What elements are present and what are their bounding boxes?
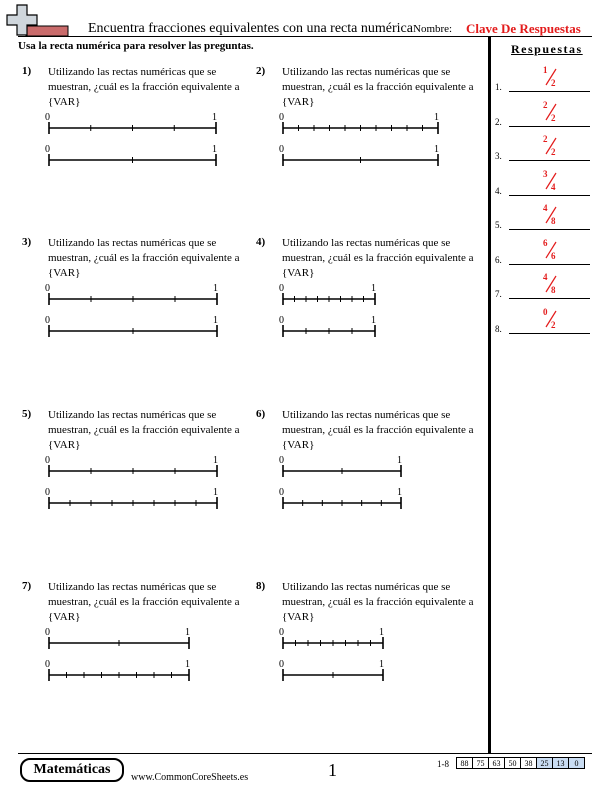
fraction-denominator: 4 (551, 181, 556, 192)
score-cell: 38 (521, 758, 537, 769)
number-line-start-label: 0 (279, 315, 284, 326)
answer-line (509, 91, 590, 92)
number-line-end-label: 1 (185, 659, 190, 670)
answer-fraction (539, 237, 565, 263)
number-line-end-label: 1 (379, 659, 384, 670)
score-range-label: 1-8 (437, 759, 449, 769)
answer-fraction (539, 306, 565, 332)
answer-fraction (539, 133, 565, 159)
number-line-end-label: 1 (213, 283, 218, 294)
answers-header: Respuestas (511, 42, 583, 56)
answer-number: 4. (495, 185, 502, 196)
number-line (45, 315, 220, 340)
number-line (279, 315, 378, 340)
number-line (279, 455, 404, 480)
number-line-end-label: 1 (434, 144, 439, 155)
fraction-numerator: 1 (543, 65, 548, 75)
name-value: Clave De Respuestas (466, 21, 581, 36)
answer-number: 5. (495, 220, 502, 230)
score-cell: 75 (473, 758, 489, 769)
name-label: Nombre: (413, 23, 453, 35)
number-line-graphic (282, 497, 402, 509)
answer-line (509, 195, 590, 196)
number-line-graphic (282, 669, 384, 681)
score-cell: 13 (553, 758, 569, 769)
number-line-end-label: 1 (379, 627, 384, 638)
fraction-denominator: 2 (551, 112, 556, 123)
number-line (279, 627, 386, 652)
problem-number: 7) (22, 580, 32, 592)
problem-number: 1) (22, 65, 32, 77)
problem (256, 580, 486, 720)
plus-logo-icon (4, 4, 70, 38)
number-line-graphic (48, 497, 218, 509)
number-line-end-label: 1 (371, 315, 376, 326)
problem-text: Utilizando las rectas numéricas que se muestran, ¿cuál es la fracción equivalente a {VAR} (48, 581, 240, 623)
number-line-graphic (48, 465, 218, 477)
number-line (279, 659, 386, 684)
fraction-numerator: 3 (543, 168, 548, 179)
number-line (279, 112, 441, 137)
fraction-denominator: 8 (551, 285, 556, 295)
fraction-numerator: 2 (543, 134, 548, 144)
problem-text: Utilizando las rectas numéricas que se muestran, ¿cuál es la fracción equivalente a {VAR} (282, 237, 474, 279)
score-cell: 25 (537, 758, 553, 769)
fraction-numerator: 0 (543, 306, 548, 317)
answer-item (495, 271, 590, 301)
number-line (45, 487, 220, 512)
answer-number: 3. (495, 151, 502, 161)
problem-text: Utilizando las rectas numéricas que se muestran, ¿cuál es la fracción equivalente a {VAR} (48, 66, 240, 108)
number-line (45, 144, 219, 169)
fraction-denominator: 2 (551, 319, 556, 330)
fraction-numerator: 2 (543, 99, 548, 110)
answer-line (509, 298, 590, 299)
answer-item (495, 99, 590, 129)
fraction-denominator: 2 (551, 78, 556, 88)
score-table (456, 757, 585, 769)
footer-rule (18, 753, 592, 754)
fraction-numerator: 4 (543, 272, 548, 282)
answer-item (495, 168, 590, 198)
problem-number: 4) (256, 236, 266, 248)
answer-item (495, 202, 590, 232)
number-line-graphic (48, 325, 218, 337)
number-line (45, 627, 192, 652)
number-line (279, 283, 378, 308)
problem-number: 6) (256, 408, 266, 420)
number-line-graphic (282, 637, 384, 649)
worksheet-title: Encuentra fracciones equivalentes con una recta numérica (88, 21, 413, 36)
answer-line (509, 264, 590, 265)
problem-text: Utilizando las rectas numéricas que se muestran, ¿cuál es la fracción equivalente a {VAR} (282, 409, 474, 451)
number-line (45, 455, 220, 480)
number-line-end-label: 1 (213, 455, 218, 466)
number-line-start-label: 0 (45, 283, 50, 294)
number-line (279, 144, 441, 169)
number-line-end-label: 1 (397, 455, 402, 466)
number-line-graphic (48, 154, 217, 166)
instructions: Usa la recta numérica para resolver las preguntas. (18, 40, 254, 52)
fraction-numerator: 6 (543, 237, 548, 248)
answer-fraction (539, 64, 565, 90)
number-line-start-label: 0 (45, 455, 50, 466)
problem (22, 236, 252, 376)
problem (22, 65, 252, 205)
answer-fraction (539, 271, 565, 297)
answer-number: 1. (495, 82, 502, 92)
answer-fraction (539, 99, 565, 125)
number-line-graphic (282, 325, 376, 337)
problem-number: 5) (22, 408, 32, 420)
problem (256, 65, 486, 205)
problem (22, 580, 252, 720)
problem-number: 2) (256, 65, 266, 77)
number-line-end-label: 1 (213, 487, 218, 498)
answer-number: 7. (495, 289, 502, 299)
score-cell: 63 (489, 758, 505, 769)
number-line (45, 283, 220, 308)
problem-number: 8) (256, 580, 266, 592)
answer-number: 6. (495, 254, 502, 265)
number-line-start-label: 0 (45, 144, 50, 155)
number-line-start-label: 0 (279, 283, 284, 294)
problem-text: Utilizando las rectas numéricas que se muestran, ¿cuál es la fracción equivalente a {VAR} (48, 237, 240, 279)
problem-text: Utilizando las rectas numéricas que se muestran, ¿cuál es la fracción equivalente a {VAR} (282, 66, 474, 108)
problem-number: 3) (22, 236, 32, 248)
answer-line (509, 333, 590, 334)
number-line-start-label: 0 (279, 112, 284, 123)
number-line-end-label: 1 (212, 112, 217, 123)
number-line-start-label: 0 (45, 627, 50, 638)
answer-item (495, 64, 590, 94)
number-line-graphic (282, 293, 376, 305)
score-cell: 0 (569, 758, 585, 769)
number-line (45, 659, 192, 684)
fraction-denominator: 6 (551, 250, 556, 261)
number-line-end-label: 1 (212, 144, 217, 155)
fraction-denominator: 2 (551, 147, 556, 157)
number-line-graphic (282, 465, 402, 477)
answer-fraction (539, 168, 565, 194)
answer-item (495, 133, 590, 163)
problem (256, 236, 486, 376)
fraction-numerator: 4 (543, 203, 548, 213)
fraction-denominator: 8 (551, 216, 556, 226)
number-line (45, 112, 219, 137)
problem-text: Utilizando las rectas numéricas que se muestran, ¿cuál es la fracción equivalente a {VAR} (48, 409, 240, 451)
answer-line (509, 126, 590, 127)
answer-number: 2. (495, 116, 502, 127)
answer-fraction (539, 202, 565, 228)
number-line-graphic (48, 637, 190, 649)
answer-line (509, 160, 590, 161)
answer-item (495, 306, 590, 336)
number-line-start-label: 0 (279, 455, 284, 466)
answer-number: 8. (495, 323, 502, 334)
number-line-start-label: 0 (45, 659, 50, 670)
number-line-graphic (48, 122, 217, 134)
number-line-end-label: 1 (185, 627, 190, 638)
problem-text: Utilizando las rectas numéricas que se muestran, ¿cuál es la fracción equivalente a {VAR} (282, 581, 474, 623)
number-line-start-label: 0 (279, 627, 284, 638)
problem (22, 408, 252, 548)
answer-line (509, 229, 590, 230)
score-cell: 50 (505, 758, 521, 769)
number-line (279, 487, 404, 512)
number-line-start-label: 0 (279, 144, 284, 155)
problem (256, 408, 486, 548)
number-line-start-label: 0 (45, 315, 50, 326)
number-line-end-label: 1 (213, 315, 218, 326)
number-line-end-label: 1 (434, 112, 439, 123)
number-line-start-label: 0 (45, 487, 50, 498)
score-cell: 88 (457, 758, 473, 769)
number-line-graphic (48, 669, 190, 681)
website-url: www.CommonCoreSheets.es (131, 772, 249, 783)
subject-badge: Matemáticas (20, 758, 124, 782)
number-line-graphic (48, 293, 218, 305)
number-line-start-label: 0 (279, 659, 284, 670)
number-line-graphic (282, 122, 439, 134)
number-line-start-label: 0 (279, 487, 284, 498)
answer-item (495, 237, 590, 267)
number-line-end-label: 1 (371, 283, 376, 294)
page-number: 1 (328, 760, 337, 780)
number-line-end-label: 1 (397, 487, 402, 498)
number-line-start-label: 0 (45, 112, 50, 123)
number-line-graphic (282, 154, 439, 166)
